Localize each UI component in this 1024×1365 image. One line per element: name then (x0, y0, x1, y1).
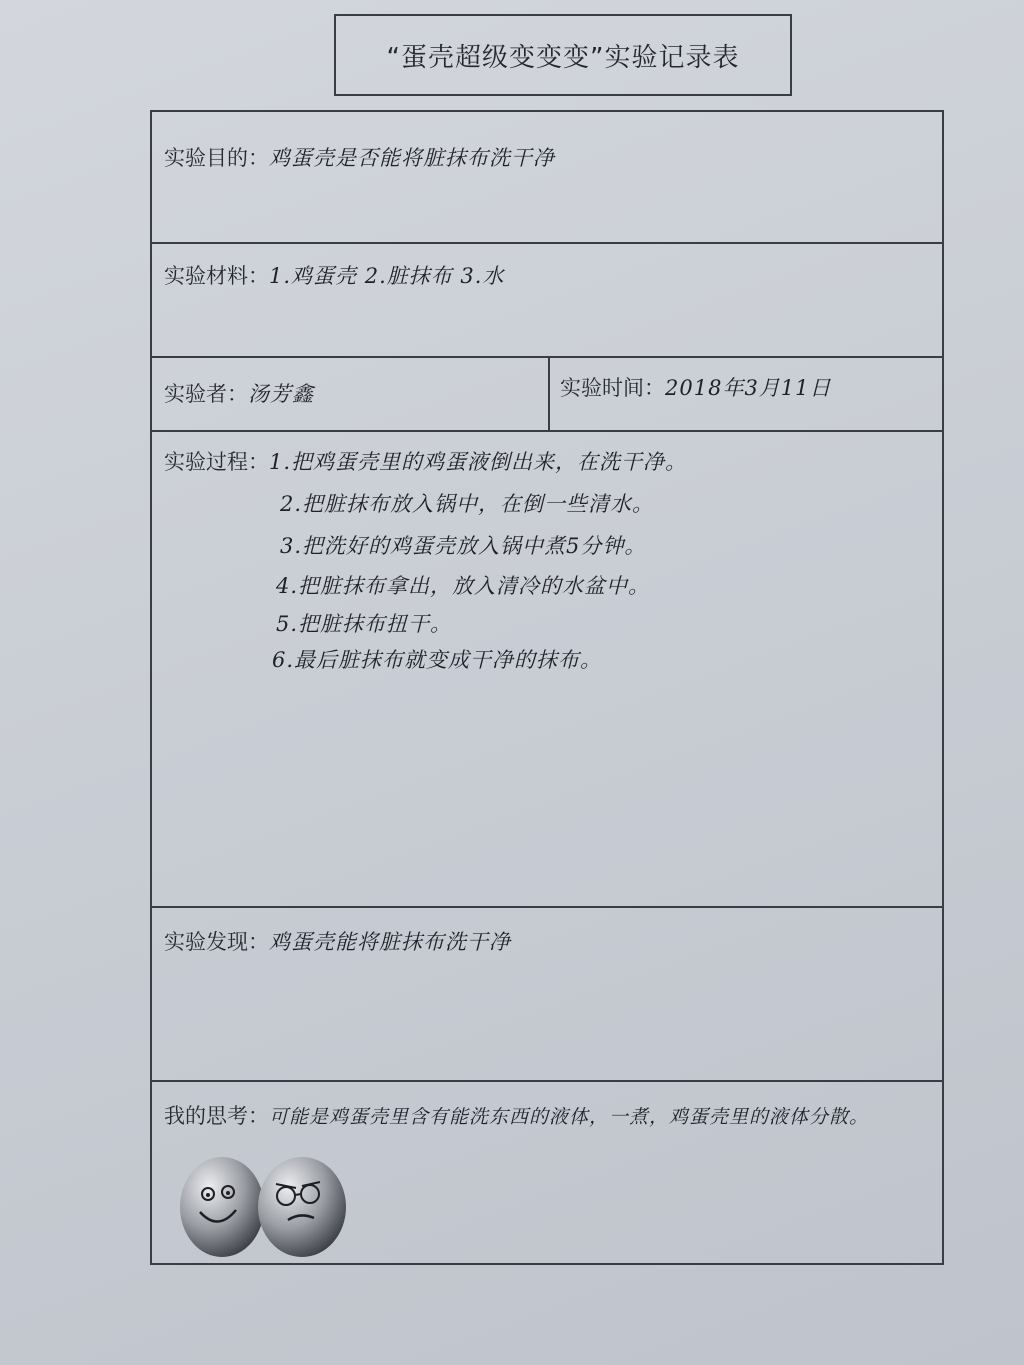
materials-label: 实验材料： (164, 264, 269, 288)
process-step-2: 2.把脏抹布放入锅中，在倒一些清水。 (280, 492, 655, 516)
record-form (150, 110, 944, 1265)
thoughts-row (152, 1082, 942, 1263)
column-divider (548, 358, 550, 430)
time-value: 2018年3月11日 (665, 376, 832, 400)
process-step-6: 6.最后脏抹布就变成干净的抹布。 (272, 648, 603, 672)
experimenter-time-row (152, 358, 942, 432)
time-label: 实验时间： (560, 376, 665, 400)
purpose-label: 实验目的： (164, 146, 269, 170)
process-step-3: 3.把洗好的鸡蛋壳放入锅中煮5分钟。 (280, 534, 647, 558)
thoughts-label: 我的思考： (164, 1104, 269, 1128)
process-row (152, 432, 942, 908)
process-step-5: 5.把脏抹布扭干。 (276, 612, 453, 636)
materials-row (152, 244, 942, 358)
process-label: 实验过程： (164, 450, 269, 474)
eggs-illustration (170, 1152, 360, 1257)
findings-row (152, 908, 942, 1082)
purpose-row (152, 112, 942, 244)
page-title: “蛋壳超级变变变”实验记录表 (386, 42, 740, 73)
process-step-1: 1.把鸡蛋壳里的鸡蛋液倒出来，在洗干净。 (269, 450, 688, 474)
purpose-value: 鸡蛋壳是否能将脏抹布洗干净 (269, 146, 555, 170)
experimenter-value: 汤芳鑫 (248, 382, 314, 406)
thoughts-value: 可能是鸡蛋壳里含有能洗东西的液体，一煮，鸡蛋壳里的液体分散。 (269, 1106, 870, 1128)
process-step-4: 4.把脏抹布拿出，放入清冷的水盆中。 (276, 574, 651, 598)
experimenter-label: 实验者： (164, 382, 248, 406)
title-box (334, 14, 792, 96)
glasses-egg-icon (258, 1157, 346, 1257)
materials-value: 1.鸡蛋壳 2.脏抹布 3.水 (269, 264, 505, 288)
findings-value: 鸡蛋壳能将脏抹布洗干净 (269, 930, 511, 954)
smiling-egg-icon (180, 1157, 264, 1257)
findings-label: 实验发现： (164, 930, 269, 954)
